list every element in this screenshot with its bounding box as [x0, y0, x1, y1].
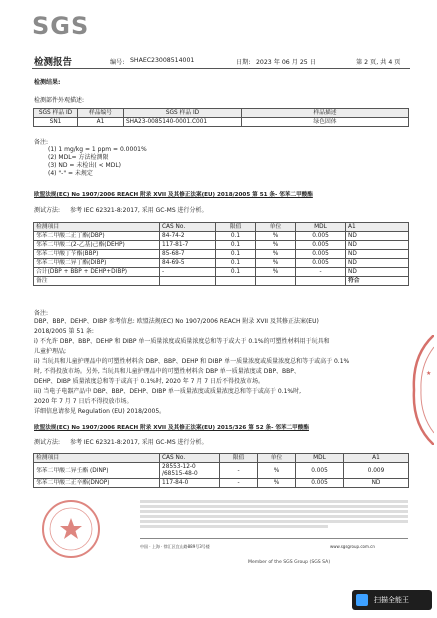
table-header-cell: A1	[346, 223, 409, 232]
table-header-row	[34, 223, 409, 232]
remark-line: 2018/2005 第 51 条:	[34, 328, 94, 335]
table-row	[34, 118, 409, 127]
remark-line: 2020 年 7 月 7 日后不得投放市场。	[34, 398, 133, 405]
table-cell: SN1	[34, 118, 78, 127]
table-header-row	[34, 109, 409, 118]
table-cell: 0.009	[344, 463, 409, 479]
remark-line: 儿童护理品;	[34, 348, 67, 355]
table-cell: 0.1	[216, 259, 256, 268]
table-cell: 0.005	[296, 463, 344, 479]
header-divider	[32, 68, 410, 69]
table-cell: ND	[346, 250, 409, 259]
section2-method-label: 测试方法:	[34, 439, 61, 446]
sample-table	[33, 108, 409, 127]
table-cell: ND	[346, 268, 409, 277]
report-date: 2023 年 06 月 25 日	[256, 59, 316, 66]
table-cell: 0.1	[216, 268, 256, 277]
table-cell: 0.005	[296, 241, 346, 250]
table-cell: ND	[344, 479, 409, 488]
remarks-label: 备注:	[34, 310, 49, 317]
table-header-cell: 样品编号	[78, 109, 124, 118]
footer-address: 中国 · 上海 · 徐汇区宜山路889号3号楼	[140, 544, 210, 549]
footer-divider	[140, 538, 408, 539]
table-header-cell: 限值	[220, 454, 258, 463]
remark-line: DBP、BBP、DEHP、DIBP 参考信息: 欧盟法规(EC) No 1907/2006 REACH 附录 XVII 及其修正法案(EU)	[34, 318, 319, 325]
remark-line: i) 不允许 DBP、BBP、DEHP 和 DIBP 单一质量浓度或质量浓度总和等于或大于 0.1%的可塑性材料用于玩具和	[34, 338, 330, 345]
table-header-cell: SGS 样品 ID	[34, 109, 78, 118]
table-cell: 0.005	[296, 250, 346, 259]
date-label: 日期:	[236, 59, 251, 66]
side-seal-stamp	[408, 335, 434, 445]
table-header-cell: CAS No.	[160, 223, 216, 232]
table-cell: 0.005	[296, 479, 344, 488]
report-title: 检测报告	[34, 57, 73, 68]
table-cell: 邻苯二甲酸二正辛酯(DNOP)	[34, 479, 160, 488]
section1-method-label: 测试方法:	[34, 207, 61, 214]
remark-line: 详细信息请参见 Regulation (EU) 2018/2005。	[34, 408, 166, 415]
table-cell	[296, 277, 346, 286]
table-cell: 绿色固体	[242, 118, 409, 127]
note-item: (1) 1 mg/kg = 1 ppm = 0.0001%	[48, 146, 147, 153]
table-header-cell: CAS No.	[160, 454, 220, 463]
note-item: (3) ND = 未检出( < MDL)	[48, 162, 122, 169]
table-cell: -	[220, 479, 258, 488]
table-cell: A1	[78, 118, 124, 127]
table-cell: 85-68-7	[160, 250, 216, 259]
table-cell: 合计(DBP + BBP + DEHP+DIBP)	[34, 268, 160, 277]
round-seal-stamp	[40, 498, 102, 560]
section2-method: 参考 IEC 62321-8:2017, 采用 GC-MS 进行分析。	[70, 439, 208, 446]
section1-method: 参考 IEC 62321-8:2017, 采用 GC-MS 进行分析。	[70, 207, 208, 214]
table-cell: SHA23-0085140-0001.C001	[124, 118, 242, 127]
table-row	[34, 241, 409, 250]
table-header-cell: A1	[344, 454, 409, 463]
fine-print-line	[140, 510, 408, 513]
table-cell: ND	[346, 259, 409, 268]
table-cell: 0.1	[216, 232, 256, 241]
table-cell: 117-81-7	[160, 241, 216, 250]
footer-member: Member of the SGS Group (SGS SA)	[248, 560, 331, 565]
table-cell: %	[256, 232, 296, 241]
table-cell: 邻苯二甲酸丁苄酯(BBP)	[34, 250, 160, 259]
scanner-icon	[356, 594, 368, 606]
page-number: 第 2 页, 共 4 页	[356, 59, 401, 66]
table-cell: 0.005	[296, 259, 346, 268]
table-cell: %	[258, 463, 296, 479]
sgs-logo: SGS	[32, 12, 90, 40]
table-row	[34, 232, 409, 241]
table-header-cell: 单位	[256, 223, 296, 232]
table-header-cell: SGS 样品 ID	[124, 109, 242, 118]
footer-website: www.sgsgroup.com.cn	[330, 544, 375, 549]
table-header-cell: 限值	[216, 223, 256, 232]
table-cell: 邻苯二甲酸二(2-乙基)己酯(DEHP)	[34, 241, 160, 250]
table-cell: 邻苯二甲酸二异壬酯 (DINP)	[34, 463, 160, 479]
table-header-row	[34, 454, 409, 463]
fine-print-line	[140, 500, 408, 503]
fine-print-line	[140, 520, 408, 523]
table-header-cell: 单位	[258, 454, 296, 463]
remark-line: DEHP、DIBP 质量浓度总和等于或高于 0.1%时, 2020 年 7 月 7 日后不得投放市场。	[34, 378, 264, 385]
footer-fine-print	[140, 500, 408, 528]
section2-title: 欧盟法规(EC) No 1907/2006 REACH 附录 XVII 及其修正法案(EU) 2015/326 第 52 条- 邻苯二甲酸酯	[34, 425, 309, 431]
table-cell: %	[256, 268, 296, 277]
table-cell: 0.005	[296, 232, 346, 241]
table-cell: -	[296, 268, 346, 277]
section2-table	[33, 453, 409, 488]
table-header-cell: 检测项目	[34, 223, 160, 232]
section1-title: 欧盟法规(EC) No 1907/2006 REACH 附录 XVII 及其修正法案(EU) 2018/2005 第 51 条- 邻苯二甲酸酯	[34, 192, 313, 198]
table-cell: 0.1	[216, 250, 256, 259]
results-heading: 检测结果:	[34, 79, 61, 86]
table-cell: %	[256, 259, 296, 268]
table-cell	[216, 277, 256, 286]
table-cell: %	[258, 479, 296, 488]
table-cell: 117-84-0	[160, 479, 220, 488]
table-cell: %	[256, 250, 296, 259]
table-cell: 符合	[346, 277, 409, 286]
fine-print-line	[140, 515, 408, 518]
table-header-cell: MDL	[296, 454, 344, 463]
table-cell: -	[160, 268, 216, 277]
table-cell: %	[256, 241, 296, 250]
table-cell: 邻苯二甲酸二异丁酯(DIBP)	[34, 259, 160, 268]
table-cell: -	[220, 463, 258, 479]
table-row	[34, 463, 409, 479]
report-no-label: 编号:	[110, 59, 125, 66]
table-header-cell: 样品描述	[242, 109, 409, 118]
table-row	[34, 277, 409, 286]
section1-table	[33, 222, 409, 286]
fine-print-line	[140, 505, 408, 508]
table-row	[34, 479, 409, 488]
table-cell: 84-74-2	[160, 232, 216, 241]
note-item: (4) "-" = 未规定	[48, 170, 93, 177]
appearance-heading: 检测部件外观描述:	[34, 97, 85, 104]
table-cell	[160, 277, 216, 286]
remark-line: iii) 当电子电器产品中 DBP、BBP、DEHP、DIBP 单一质量浓度或质量浓度总和等于或高于 0.1%时,	[34, 388, 301, 395]
table-cell: ND	[346, 241, 409, 250]
remark-line: 时, 不得投放市场。另外, 当玩具和儿童护理品中的可塑性材料含 DBP 单一质量浓度或 DBP、BBP、	[34, 368, 300, 375]
table-cell: 0.1	[216, 241, 256, 250]
notes-label: 备注:	[34, 139, 49, 146]
table-header-cell: MDL	[296, 223, 346, 232]
table-cell: 28553-12-0 /68515-48-0	[160, 463, 220, 479]
table-cell: ND	[346, 232, 409, 241]
svg-text:★: ★	[426, 370, 432, 377]
remark-line: ii) 当玩具和儿童护理品中的可塑性材料含 DBP、BBP、DEHP 和 DIBP 单一质量浓度或质量浓度总和等于或高于 0.1%	[34, 358, 350, 365]
report-no: SHAEC23008514001	[130, 57, 195, 64]
table-cell: 邻苯二甲酸二正丁酯(DBP)	[34, 232, 160, 241]
scanner-badge-label: 扫描全能王	[374, 596, 409, 604]
scanner-app-badge	[352, 590, 432, 610]
fine-print-line	[140, 525, 328, 528]
table-row	[34, 268, 409, 277]
table-cell	[256, 277, 296, 286]
table-cell: 备注	[34, 277, 160, 286]
table-row	[34, 259, 409, 268]
note-item: (2) MDL= 方法检测限	[48, 154, 109, 161]
table-cell: 84-69-5	[160, 259, 216, 268]
table-header-cell: 检测项目	[34, 454, 160, 463]
table-row	[34, 250, 409, 259]
